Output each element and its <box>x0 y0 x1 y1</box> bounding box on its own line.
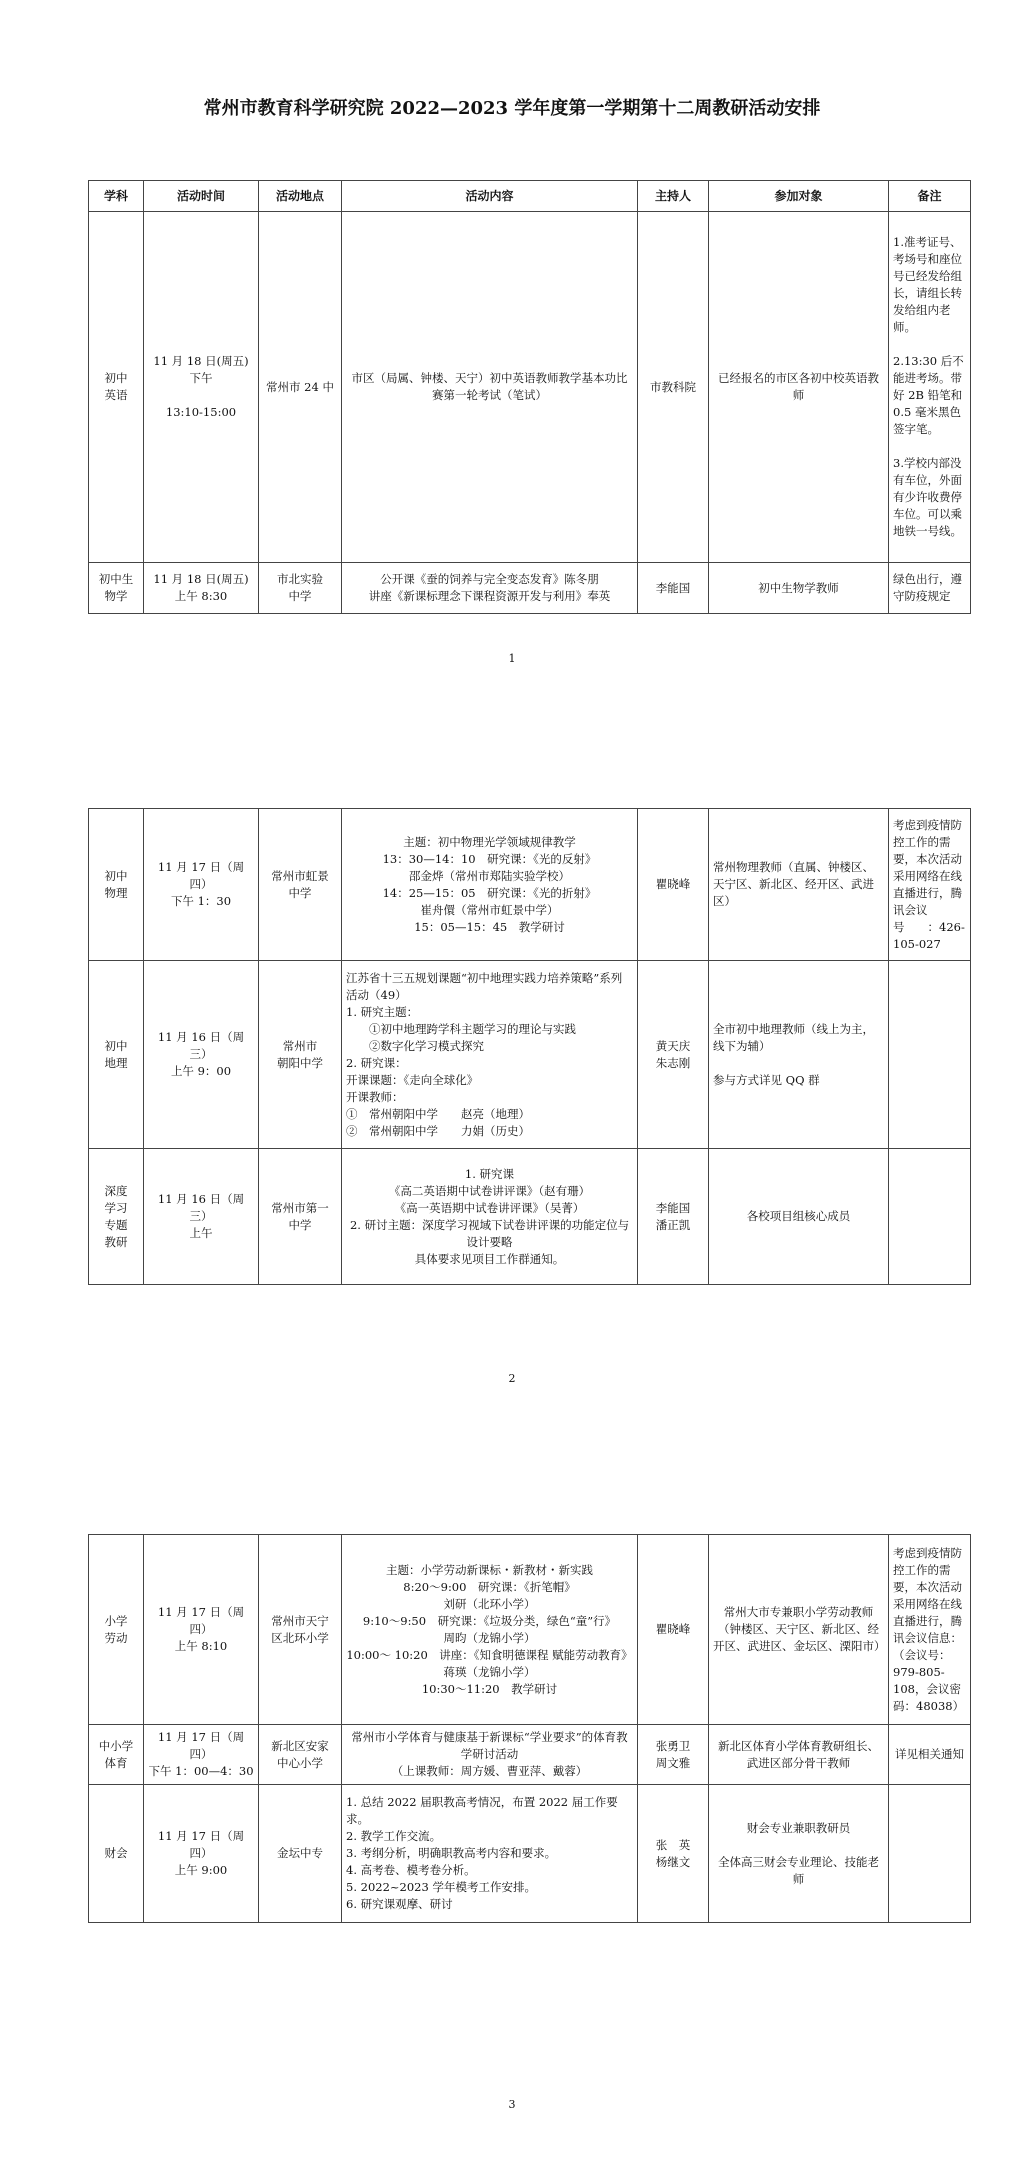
cell-place: 常州市天宁 区北环小学 <box>259 1535 342 1725</box>
header-subject: 学科 <box>89 181 144 212</box>
header-time: 活动时间 <box>144 181 259 212</box>
table-row <box>89 961 971 1149</box>
cell-notes <box>889 1149 971 1285</box>
cell-place: 常州市虹景 中学 <box>259 809 342 961</box>
cell-place: 常州市 24 中 <box>259 212 342 563</box>
cell-host: 张 英 杨继文 <box>638 1785 709 1923</box>
cell-content: 1. 总结 2022 届职教高考情况，布置 2022 届工作要求。 2. 教学工作交流。 3. 考纲分析，明确职教高考内容和要求。 4. 高考卷、模考卷分析。 5. 2022~2023 学年模考工作安排。 6. 研究课观摩、研讨 <box>342 1785 638 1923</box>
cell-subject: 初中 物理 <box>89 809 144 961</box>
table-row <box>89 1785 971 1923</box>
cell-subject: 深度 学习 专题 教研 <box>89 1149 144 1285</box>
cell-notes: 考虑到疫情防控工作的需要，本次活动采用网络在线直播进行，腾讯会议信息：（会议号：979-805-108，会议密码：48038） <box>889 1535 971 1725</box>
cell-participants: 常州物理教师（直属、钟楼区、天宁区、新北区、经开区、武进区） <box>709 809 889 961</box>
cell-place: 新北区安家 中心小学 <box>259 1725 342 1785</box>
cell-participants: 初中生物学教师 <box>709 563 889 614</box>
header-host: 主持人 <box>638 181 709 212</box>
header-participants: 参加对象 <box>709 181 889 212</box>
cell-content: 江苏省十三五规划课题“初中地理实践力培养策略”系列活动（49） 1. 研究主题： ①初中地理跨学科主题学习的理论与实践 ②数字化学习模式探究 2. 研究课： 开课课题：《走向全球化》 开课教师： ① 常州朝阳中学 赵亮（地理） ② 常州朝阳中学 力娟（历史） <box>342 961 638 1149</box>
cell-host: 张勇卫 周文雅 <box>638 1725 709 1785</box>
table-row <box>89 809 971 961</box>
header-place: 活动地点 <box>259 181 342 212</box>
cell-host: 瞿晓峰 <box>638 1535 709 1725</box>
cell-content: 市区（局属、钟楼、天宁）初中英语教师教学基本功比赛第一轮考试（笔试） <box>342 212 638 563</box>
cell-place: 市北实验 中学 <box>259 563 342 614</box>
cell-time: 11 月 17 日（周四） 下午 1：30 <box>144 809 259 961</box>
table-header-row <box>89 181 971 212</box>
cell-subject: 中小学 体育 <box>89 1725 144 1785</box>
cell-subject: 初中 英语 <box>89 212 144 563</box>
cell-host: 瞿晓峰 <box>638 809 709 961</box>
cell-subject: 初中生 物学 <box>89 563 144 614</box>
table-row <box>89 1725 971 1785</box>
cell-content: 主题：小学劳动新课标・新教材・新实践 8:20～9:00 研究课：《折笔帽》 刘研（北环小学） 9:10～9:50 研究课：《垃圾分类，绿色“童”行》 周昀（龙锦小学） 10:00～ 10:20 讲座：《知食明德课程 赋能劳动教育》 蒋瑛（龙锦小学） 10:30～11:20 教学研讨 <box>342 1535 638 1725</box>
cell-time: 11 月 17 日（周四） 上午 9:00 <box>144 1785 259 1923</box>
cell-host: 李能国 <box>638 563 709 614</box>
cell-content: 1. 研究课 《高二英语期中试卷讲评课》（赵有珊） 《高一英语期中试卷讲评课》（吴菁） 2. 研讨主题：深度学习视域下试卷讲评课的功能定位与设计要略 具体要求见项目工作群通知。 <box>342 1149 638 1285</box>
header-notes: 备注 <box>889 181 971 212</box>
cell-subject: 财会 <box>89 1785 144 1923</box>
cell-time: 11 月 16 日（周三） 上午 <box>144 1149 259 1285</box>
cell-participants: 常州大市专兼职小学劳动教师（钟楼区、天宁区、新北区、经开区、武进区、金坛区、溧阳市） <box>709 1535 889 1725</box>
page-number: 1 <box>508 652 516 665</box>
cell-time: 11 月 18 日(周五) 上午 8:30 <box>144 563 259 614</box>
cell-content: 公开课《蚕的饲养与完全变态发育》陈冬朋 讲座《新课标理念下课程资源开发与利用》奉英 <box>342 563 638 614</box>
cell-participants: 各校项目组核心成员 <box>709 1149 889 1285</box>
page-title: 常州市教育科学研究院 2022—2023 学年度第一学期第十二周教研活动安排 <box>203 98 821 119</box>
cell-time: 11 月 17 日（周四） 上午 8:10 <box>144 1535 259 1725</box>
cell-notes: 绿色出行，遵守防疫规定 <box>889 563 971 614</box>
table-row <box>89 1149 971 1285</box>
cell-content: 主题：初中物理光学领域规律教学 13：30—14：10 研究课：《光的反射》 邵金烨（常州市郑陆实验学校） 14：25—15：05 研究课：《光的折射》 崔舟儇（常州市虹景中学） 15：05—15：45 教学研讨 <box>342 809 638 961</box>
cell-notes <box>889 961 971 1149</box>
table-row <box>89 1535 971 1725</box>
cell-subject: 初中 地理 <box>89 961 144 1149</box>
cell-content: 常州市小学体育与健康基于新课标“学业要求”的体育教学研讨活动 （上课教师：周方媛、曹亚萍、戴蓉） <box>342 1725 638 1785</box>
cell-host: 李能国 潘正凯 <box>638 1149 709 1285</box>
cell-participants: 财会专业兼职教研员 全体高三财会专业理论、技能老师 <box>709 1785 889 1923</box>
header-content: 活动内容 <box>342 181 638 212</box>
cell-participants: 全市初中地理教师（线上为主，线下为辅） 参与方式详见 QQ 群 <box>709 961 889 1149</box>
cell-time: 11 月 16 日（周三） 上午 9：00 <box>144 961 259 1149</box>
cell-notes <box>889 1785 971 1923</box>
cell-notes: 详见相关通知 <box>889 1725 971 1785</box>
cell-time: 11 月 17 日（周四） 下午 1：00—4：30 <box>144 1725 259 1785</box>
page-number: 3 <box>508 2098 516 2111</box>
cell-host: 黄天庆 朱志刚 <box>638 961 709 1149</box>
table-row <box>89 212 971 563</box>
schedule-table-page-3 <box>88 1534 971 1923</box>
cell-place: 常州市 朝阳中学 <box>259 961 342 1149</box>
page-number: 2 <box>508 1372 516 1385</box>
cell-subject: 小学 劳动 <box>89 1535 144 1725</box>
cell-place: 金坛中专 <box>259 1785 342 1923</box>
table-row <box>89 563 971 614</box>
schedule-table-page-1 <box>88 180 971 614</box>
cell-place: 常州市第一 中学 <box>259 1149 342 1285</box>
schedule-table-page-2 <box>88 808 971 1285</box>
cell-participants: 已经报名的市区各初中校英语教师 <box>709 212 889 563</box>
cell-time: 11 月 18 日(周五) 下午 13:10-15:00 <box>144 212 259 563</box>
cell-notes: 1.准考证号、考场号和座位号已经发给组长，请组长转发给组内老师。 2.13:30 后不能进考场。带好 2B 铅笔和 0.5 毫米黑色签字笔。 3.学校内部没有车位，外面有少许收费停车位。可以乘地铁一号线。 <box>889 212 971 563</box>
cell-participants: 新北区体育小学体育教研组长、武进区部分骨干教师 <box>709 1725 889 1785</box>
cell-host: 市教科院 <box>638 212 709 563</box>
cell-notes: 考虑到疫情防控工作的需要，本次活动采用网络在线直播进行，腾讯会议号 ：426-105-027 <box>889 809 971 961</box>
